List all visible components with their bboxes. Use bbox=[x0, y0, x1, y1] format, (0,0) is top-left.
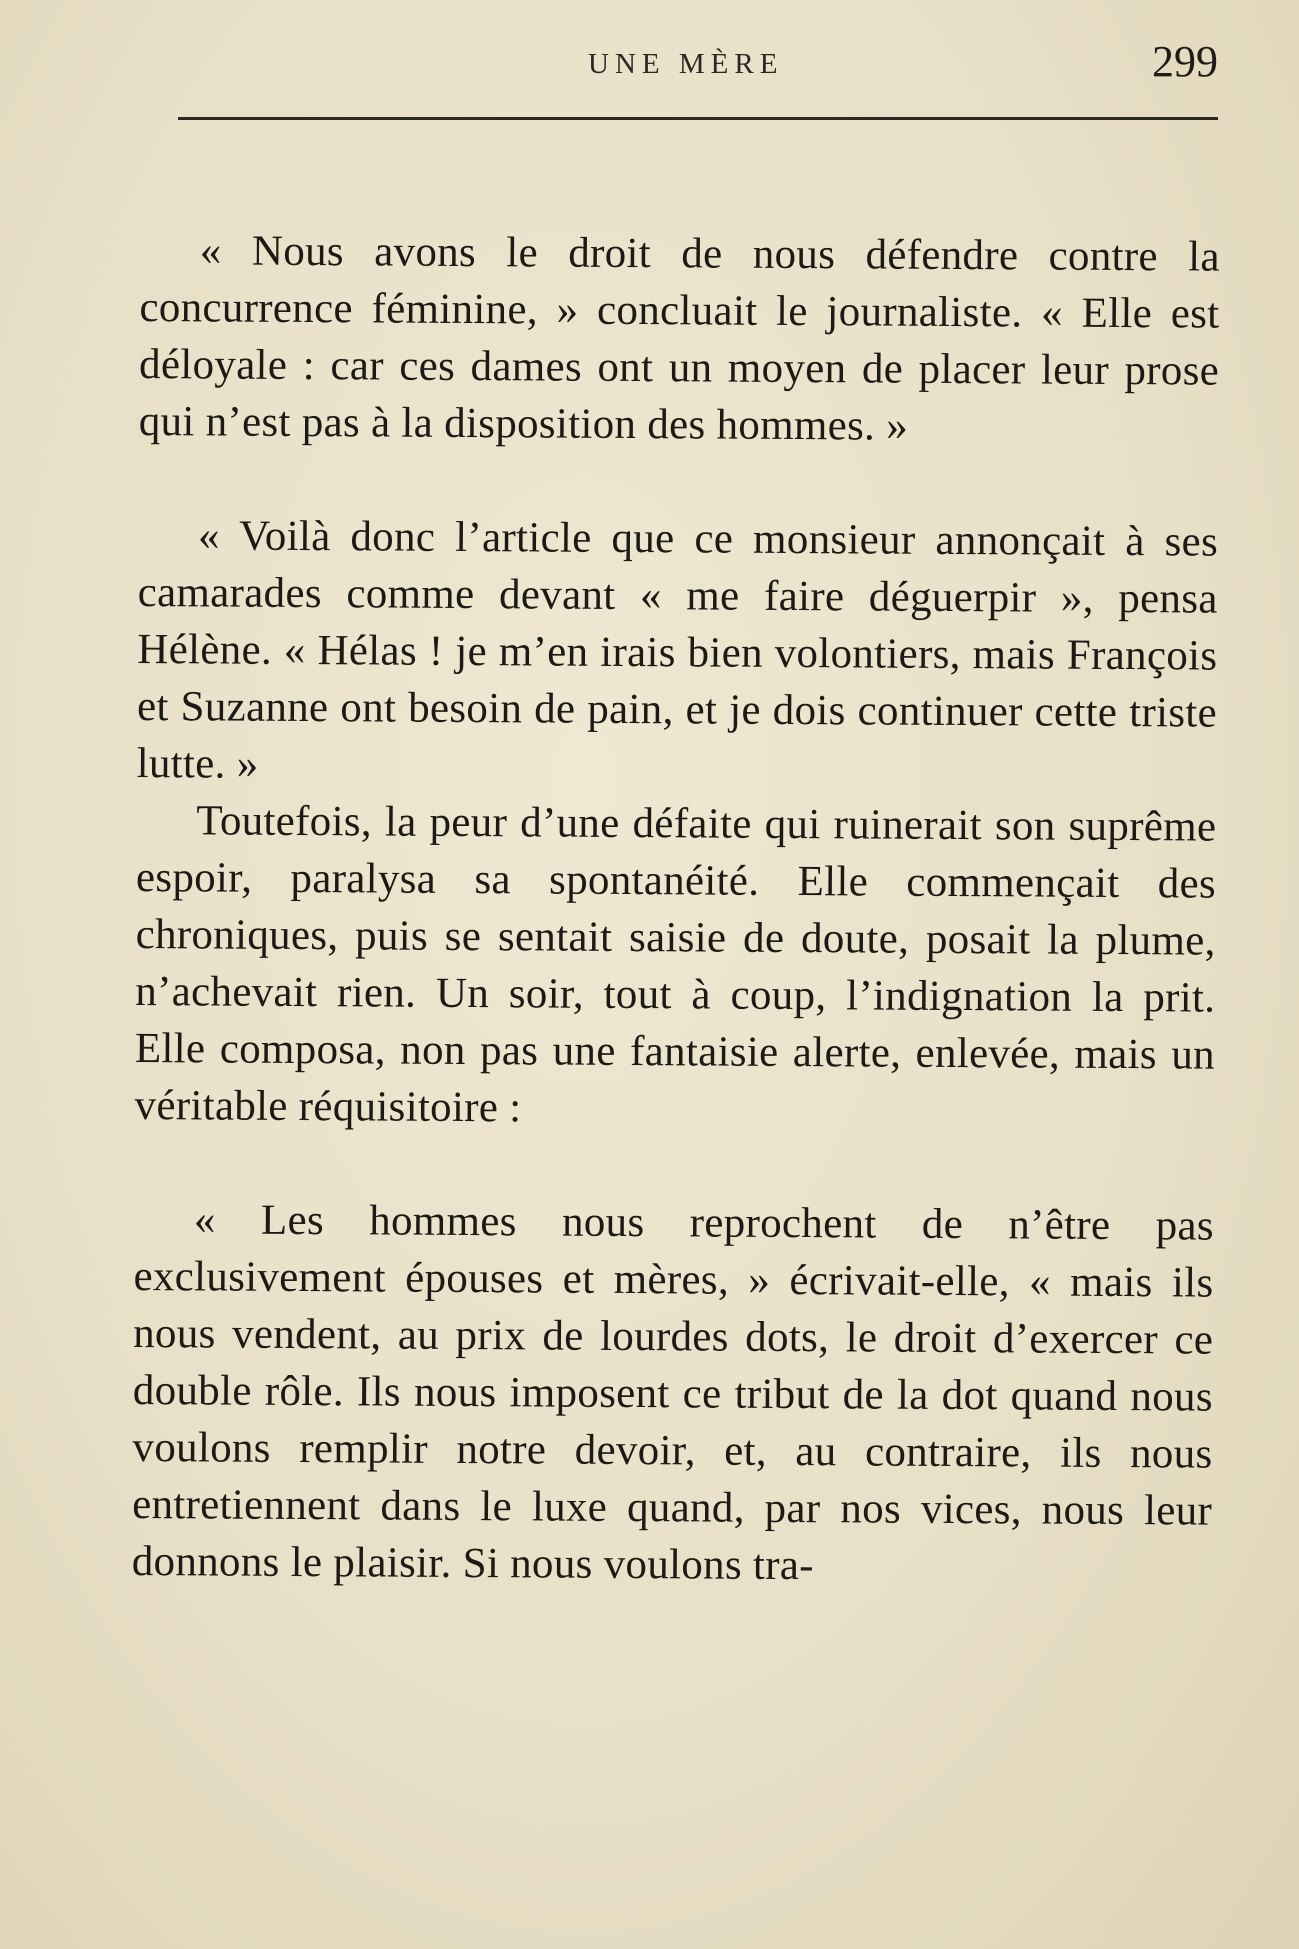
page-number: 299 bbox=[1152, 37, 1218, 86]
paragraph-quote-1: « Nous avons le droit de nous défendre contre la concurrence féminine, » concluait le journaliste. « Elle est déloyale : car ces dames ont un moyen de placer leur prose qui n’est pas à la disposition des hommes. » bbox=[138, 227, 1220, 450]
paragraph-narrative: Toutefois, la peur d’une défaite qui ruinerait son suprême espoir, paralysa sa spontanéité. Elle commençait des chroniques, puis se sentait saisie de doute, posait la plume, n’achevait rien. Un soir, tout à coup, l’indignation la prit. Elle composa, non pas une fantaisie alerte, enlevée, mais un véritable réquisitoire : bbox=[134, 797, 1217, 1132]
paragraph-quote-2: « Voilà donc l’article que ce monsieur annonçait à ses camarades comme devant « me faire déguerpir », pensa Hélène. « Hélas ! je m’en irais bien volontiers, mais François et Suzanne ont besoin de pain, et je dois continuer cette triste lutte. » bbox=[136, 512, 1219, 788]
header-rule bbox=[178, 117, 1218, 120]
page-header bbox=[178, 36, 1218, 126]
body-text bbox=[132, 222, 1220, 1597]
running-title: UNE MÈRE bbox=[588, 48, 784, 80]
paragraph-quote-3: « Les hommes nous reprochent de n’être pas exclusivement épouses et mères, » écrivait-elle, « mais ils nous vendent, au prix de lourdes dots, le droit d’exercer ce double rôle. Ils nous imposent ce tribut de la dot quand nous voulons remplir notre devoir, et, au contraire, ils nous entretiennent dans le luxe quand, par nos vices, nous leur donnons le plaisir. Si nous voulons tra- bbox=[131, 1196, 1215, 1590]
